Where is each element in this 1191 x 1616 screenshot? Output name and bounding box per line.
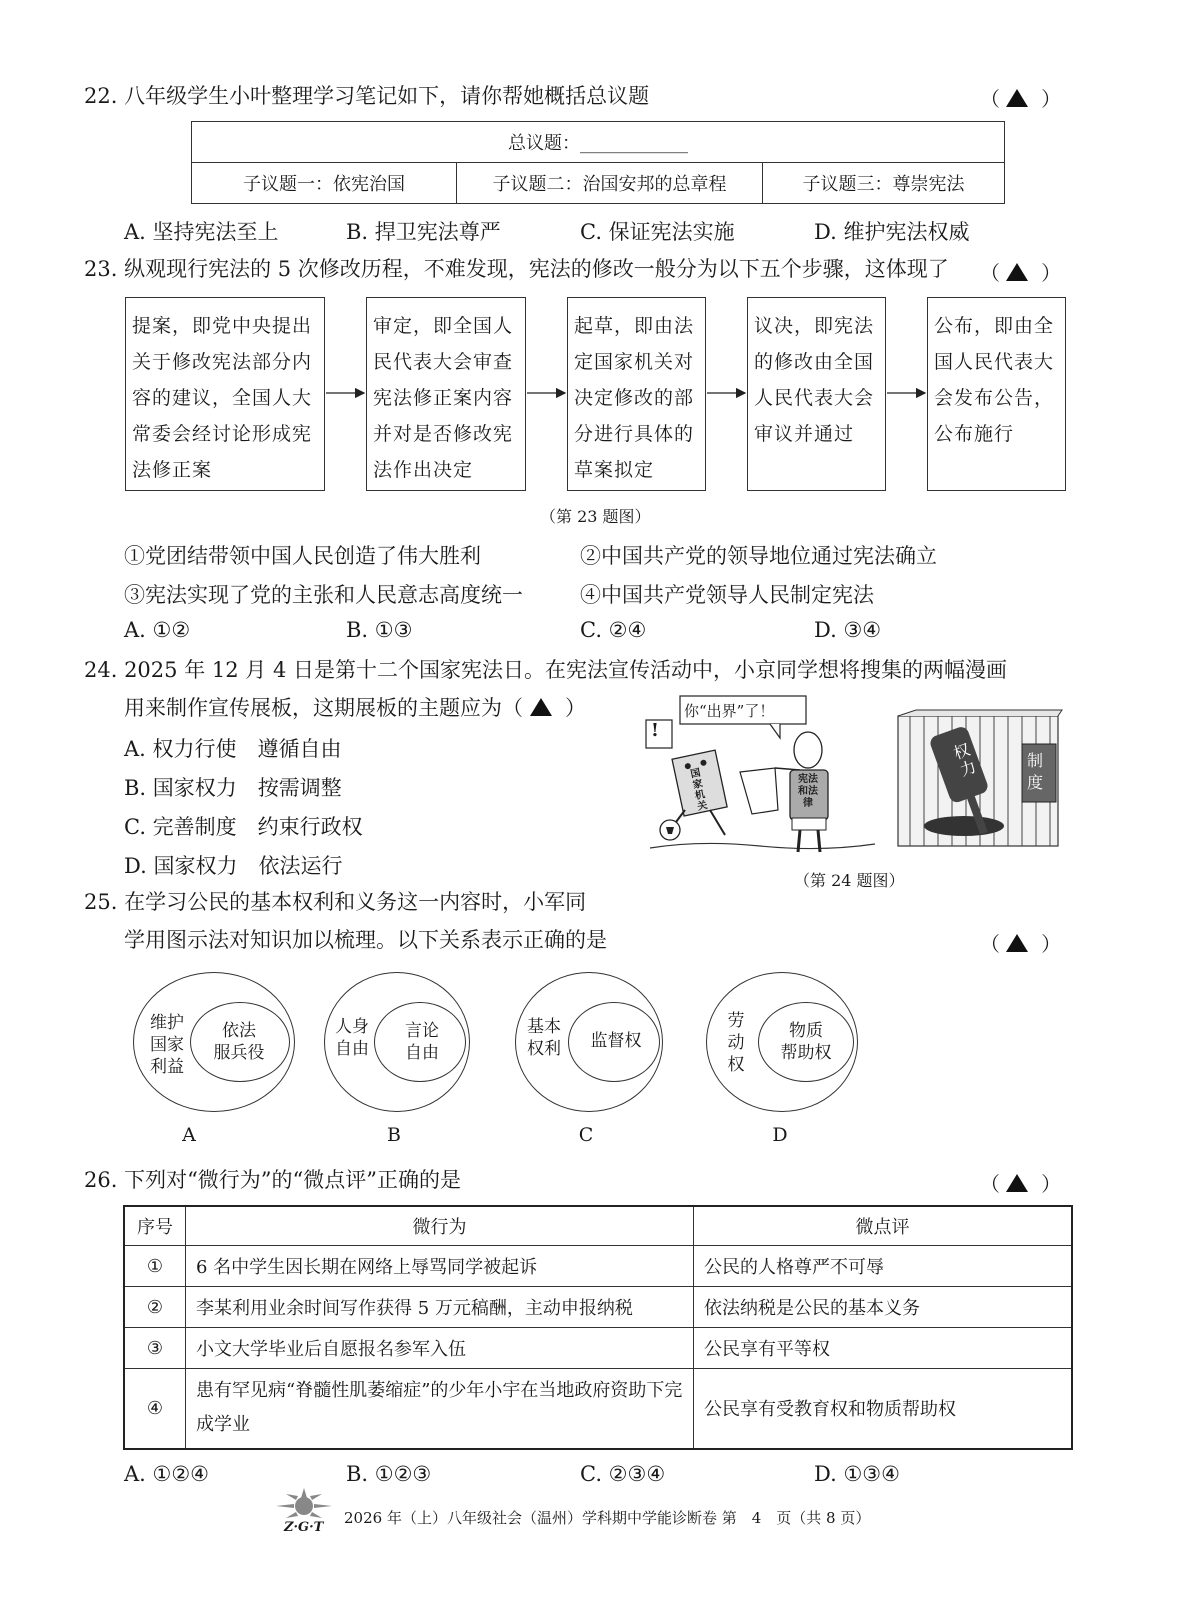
q24-caption: （第 24 题图） (794, 871, 905, 890)
q24-option-d: D. 国家权力 依法运行 (124, 854, 343, 878)
flag (740, 768, 778, 814)
q25-answer-paren: （ ） (980, 932, 1062, 956)
answer-triangle-icon (530, 698, 552, 716)
q24-option-a: A. 权力行使 遵循自由 (124, 737, 342, 761)
q23-statement-2: ②中国共产党的领导地位通过宪法确立 (580, 544, 937, 568)
row-no: ① (124, 1246, 186, 1287)
q23-option-d: D. ③④ (814, 618, 882, 642)
table-row (124, 1328, 1072, 1369)
q24-option-c: C. 完善制度 约束行政权 (124, 815, 363, 839)
q26-option-c: C. ②③④ (580, 1462, 666, 1486)
q22-sub-topic-2: 子议题二：治国安邦的总章程 (457, 163, 763, 204)
diagram-d-label: D (772, 1124, 788, 1146)
row-comment: 公民的人格尊严不可辱 (694, 1246, 1073, 1287)
row-comment: 依法纳税是公民的基本义务 (694, 1287, 1073, 1328)
diagram-a-label: A (182, 1124, 196, 1146)
header-comment: 微点评 (694, 1206, 1073, 1246)
diagram-c-inner-text: 监督权 (590, 1031, 642, 1051)
q24-stem-line2: 用来制作宣传展板，这期展板的主题应为（ ） (124, 696, 587, 720)
row-act: 患有罕见病“脊髓性肌萎缩症”的少年小宇在当地政府资助下完成学业 (186, 1369, 694, 1449)
header-act: 微行为 (186, 1206, 694, 1246)
publisher-logo-text: Z·G·T (284, 1520, 324, 1535)
cartoon-system-text: 制度 (1027, 751, 1044, 792)
cartoon-state-organ-text: 国家机关 (689, 767, 709, 813)
row-act: 李某利用业余时间写作获得 5 万元稿酬，主动申报纳税 (186, 1287, 694, 1328)
answer-triangle-icon (1006, 1174, 1028, 1192)
table-row (124, 1369, 1072, 1449)
q22-option-c: C. 保证宪法实施 (580, 220, 735, 244)
row-no: ③ (124, 1328, 186, 1369)
cartoon-exclamation-text: ! (651, 720, 659, 741)
cartoon-shirt-text: 宪法和法律 (798, 774, 818, 809)
diagram-b-inner-text: 言论 自由 (405, 1021, 439, 1063)
diagram-d-outer-text: 劳 动 权 (727, 1011, 745, 1075)
q26-option-a: A. ①②④ (124, 1462, 209, 1486)
q23-caption: （第 23 题图） (540, 507, 651, 526)
q22-stem: 22. 八年级学生小叶整理学习笔记如下，请你帮她概括总议题 (84, 84, 650, 108)
diagram-c-outer-text: 基本 权利 (527, 1017, 561, 1059)
exclamation-bubble (646, 720, 672, 748)
q22-table-title: 总议题：____________ (192, 122, 1005, 163)
q22-option-d: D. 维护宪法权威 (814, 220, 970, 244)
q22-answer-paren: （ ） (980, 87, 1062, 111)
q26-answer-paren: （ ） (980, 1172, 1062, 1196)
row-act: 6 名中学生因长期在网络上辱骂同学被起诉 (186, 1246, 694, 1287)
diagram-a-outer-text: 维护 国家 利益 (150, 1013, 184, 1077)
q26-table (123, 1205, 1073, 1450)
page-footer: 2026 年（上）八年级社会（温州）学科期中学能诊断卷 第 4 页（共 8 页） (344, 1509, 871, 1527)
q23-flow-arrows (0, 0, 1191, 520)
q23-statement-4: ④中国共产党领导人民制定宪法 (580, 583, 874, 607)
q23-option-c: C. ②④ (580, 618, 647, 642)
q22-sub-topic-3: 子议题三：尊崇宪法 (763, 163, 1005, 204)
q22-sub-topic-1: 子议题一：依宪治国 (192, 163, 457, 204)
q24-option-b: B. 国家权力 按需调整 (124, 776, 342, 800)
table-header-row (124, 1206, 1072, 1246)
q23-option-a: A. ①② (124, 618, 191, 642)
cartoon-power-text: 权力 (951, 739, 979, 780)
row-comment: 公民享有受教育权和物质帮助权 (694, 1369, 1073, 1449)
q23-statement-1: ①党团结带领中国人民创造了伟大胜利 (124, 544, 481, 568)
q25-stem-line1: 25. 在学习公民的基本权利和义务这一内容时，小军同 (84, 890, 587, 914)
q25-stem-line2: 学用图示法对知识加以梳理。以下关系表示正确的是 (124, 928, 607, 952)
cartoon-speech-text: 你“出界”了！ (684, 702, 775, 720)
diagram-b-outer-text: 人身 自由 (335, 1017, 369, 1059)
q23-statement-3: ③宪法实现了党的主张和人民意志高度统一 (124, 583, 523, 607)
row-no: ④ (124, 1369, 186, 1449)
q26-option-b: B. ①②③ (346, 1462, 432, 1486)
diagram-a-inner-text: 依法 服兵役 (213, 1021, 265, 1063)
q26-stem: 26. 下列对“微行为”的“微点评”正确的是 (84, 1168, 462, 1192)
table-row (124, 1246, 1072, 1287)
diagram-d-inner-text: 物质 帮助权 (780, 1021, 832, 1063)
row-no: ② (124, 1287, 186, 1328)
row-act: 小文大学毕业后自愿报名参军入伍 (186, 1328, 694, 1369)
header-no: 序号 (124, 1206, 186, 1246)
q22-option-b: B. 捍卫宪法尊严 (346, 220, 501, 244)
q26-option-d: D. ①③④ (814, 1462, 900, 1486)
q23-step-5: 公布，即由全国人民代表大会发布公告，公布施行 (927, 297, 1066, 491)
q22-option-a: A. 坚持宪法至上 (124, 220, 279, 244)
q24-stem-line1: 24. 2025 年 12 月 4 日是第十二个国家宪法日。在宪法宣传活动中，小京同学想将搜集的两幅漫画 (84, 658, 1007, 682)
row-comment: 公民享有平等权 (694, 1328, 1073, 1369)
table-row (124, 1287, 1072, 1328)
q23-option-b: B. ①③ (346, 618, 413, 642)
diagram-c-label: C (578, 1124, 594, 1146)
gavel-base (924, 816, 1004, 836)
q23-stem: 23. 纵观现行宪法的 5 次修改历程，不难发现，宪法的修改一般分为以下五个步骤，这体现了 (84, 257, 949, 281)
q23-step-3: 起草，即由法定国家机关对决定修改的部分进行具体的草案拟定 (567, 297, 706, 491)
diagram-b-label: B (387, 1124, 401, 1146)
q23-step-4: 议决，即宪法的修改由全国人民代表大会审议并通过 (747, 297, 886, 491)
answer-triangle-icon (1006, 934, 1028, 952)
q23-answer-paren: （ ） (980, 261, 1062, 285)
q23-step-2: 审定，即全国人民代表大会审查宪法修正案内容并对是否修改宪法作出决定 (366, 297, 526, 491)
q23-step-1: 提案，即党中央提出关于修改宪法部分内容的建议，全国人大常委会经讨论形成宪法修正案 (125, 297, 325, 491)
